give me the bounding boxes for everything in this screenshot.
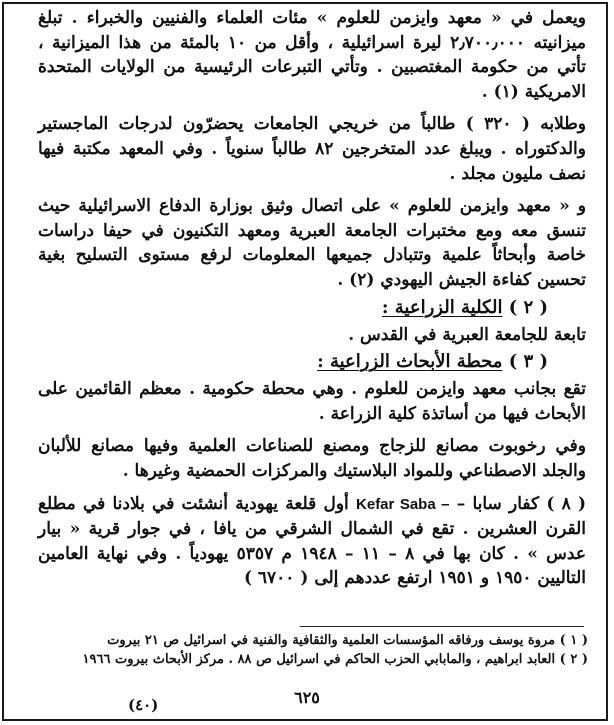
paragraph-rehovot-industry: وفي رخوبوت مصانع للزجاج ومصنع للصناعات العلمية وفيها مصانع للألبان والجلد الاصطناعي وللمواد البلاستيك والمركزات الحمضية وغيرها .: [38, 436, 586, 481]
paragraph-weizmann-staff: ويعمل في « معهد وايزمن للعلوم » مئات العلماء والفنيين والخبراء . تبلغ ميزانيته ٢٫٧٠٠٫٠٠٠ ليرة اسرائيلية ، وأقل من ١٠ بالمئة من هذا الميزانية ، تأتي من حكومة المغتصبين . وتأتي التبرعات الرئيسية من الولايات المتحدة الامريكية (١) .: [38, 8, 586, 102]
section-number: ( ٣ ): [508, 351, 548, 373]
footnote-2: ( ٢ ) العابد ابراهيم ، والمابابي الحزب الحاكم في اسرائيل ص ٨٨ . مركز الأبحاث بيروت ١٩٦٦: [82, 652, 588, 667]
section-number: ( ٨ ): [546, 493, 586, 514]
section-number: ( ٢ ): [508, 296, 548, 318]
paragraph-research-station: تقع بجانب معهد وايزمن للعلوم . وهي محطة حكومية . معظم القائمين على الأبحاث فيها من أساتذة كلية الزراعة .: [38, 379, 586, 424]
page-body: [38, 6, 586, 591]
section-heading-agricultural-college: [38, 295, 586, 321]
plate-number: (٤٠): [128, 696, 159, 714]
paragraph-weizmann-defense: و « معهد وايزمن للعلوم » على اتصال وثيق بوزارة الدفاع الاسرائيلية حيث تنسق معه ومع مختبرات الجامعة العبرية ومعهد التكنيون في حيفا دراسات خاصة وأبحاثاً علمية وتتبادل جميعها المعلومات لرفع مستوى التسليح بغية تحسين كفاءة الجيش اليهودي (٢) .: [38, 196, 586, 290]
page-number: ٦٢٥: [294, 688, 320, 707]
paragraph-agricultural-college: تابعة للجامعة العبرية في القدس .: [348, 324, 586, 345]
paragraph-weizmann-students: وطلابه ( ٣٢٠ ) طالباً من خريجي الجامعات يحضرّون لدرجات الماجستير والدكتوراه . ويبلغ عدد المتخرجين ٨٢ طالباً سنوياً . وفي المعهد مكتبة فيها نصف مليون مجلد .: [38, 114, 586, 184]
footnotes: [40, 631, 588, 669]
footnote-divider: [300, 626, 584, 627]
footnote-1: ( ١ ) مروة يوسف ورفاقه المؤسسات العلمية والثقافية والفنية في اسرائيل ص ٢١ بيروت: [107, 633, 588, 648]
paragraph-kefar-saba: [38, 492, 586, 591]
section-title: الكلية الزراعية :: [381, 296, 503, 318]
section-title: كفار سابا –: [456, 493, 540, 514]
section-title: محطة الأبحاث الزراعية :: [317, 351, 503, 373]
section-title-latin: Kefar Saba –: [356, 495, 450, 513]
section-text: أول قلعة يهودية أنشئت في بلادنا في مطلع القرن العشرين . تقع في الشمال الشرقي من يافا ، في جوار قرية « بيار عدس » . كان بها في ٨ – ١١ – ١٩٤٨ م ٥٣٥٧ يهودياً . وفي نهاية العامين التاليين ١٩٥٠ و ١٩٥١ ارتفع عددهم إلى ( ٦٧٠٠ ): [38, 493, 586, 589]
section-heading-research-station: [38, 349, 586, 375]
